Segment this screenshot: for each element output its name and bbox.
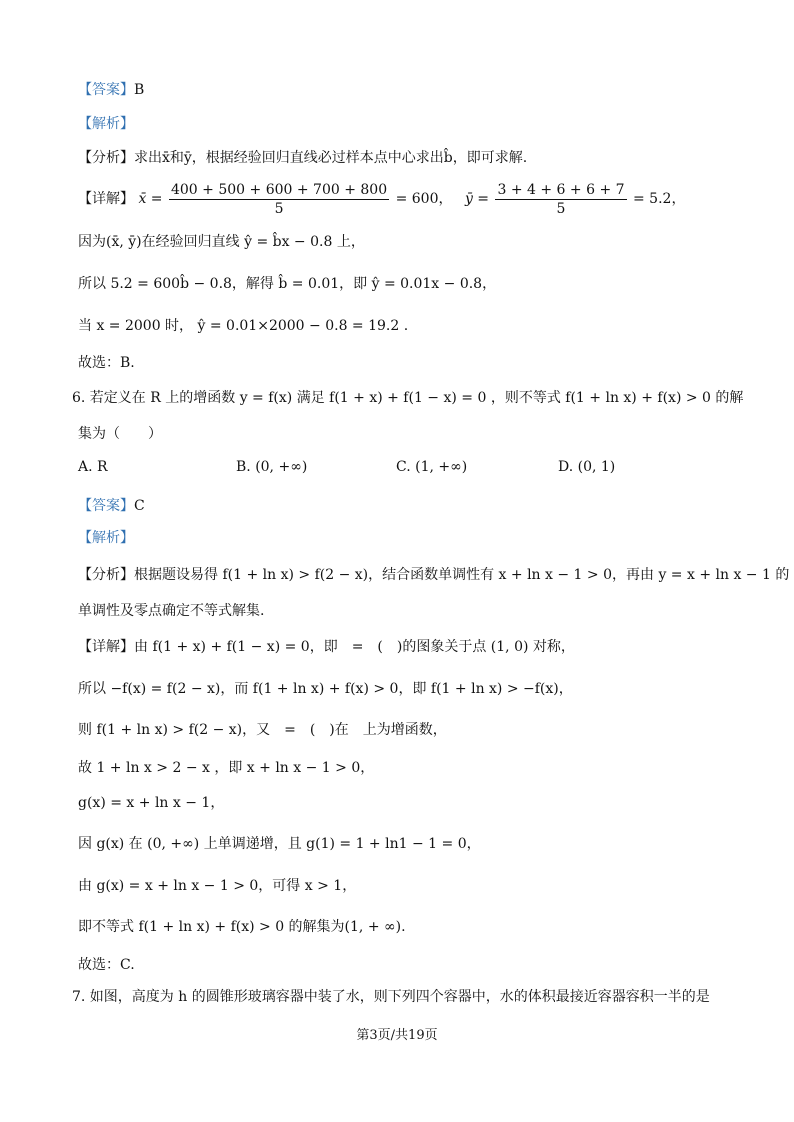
analysis-heading <box>78 114 134 134</box>
detail-line-3: 因为(x̄, ȳ)在经验回归直线 ŷ = b̂x − 0.8 上， <box>78 234 365 250</box>
analysis-tag: 【解析】 <box>78 116 134 132</box>
fenxi-line <box>78 148 527 168</box>
xbar-fraction <box>169 181 389 218</box>
page-footer: 第3页/共19页 <box>356 1028 438 1043</box>
q7-stem: 7. 如图，高度为 h 的圆锥形玻璃容器中装了水，则下列四个容器中，水的体积最接近容器容积一半的是 <box>72 989 710 1005</box>
q6-fenxi-line-2: 单调性及零点确定不等式解集. <box>78 603 265 619</box>
q6-answer-value: C <box>134 498 145 514</box>
q6-detail-line-1 <box>78 637 575 657</box>
q6-stem-line-2: 集为（ ） <box>78 426 162 442</box>
q6-fenxi-text-1: 根据题设易得 f(1 + ln x) > f(2 − x)，结合函数单调性有 x + ln x − 1 > 0，再由 y = x + ln x − 1 的 <box>134 567 790 583</box>
q6-detail-line-3: 则 f(1 + ln x) > f(2 − x)，又 = ( )在 上为增函数， <box>78 722 447 738</box>
q6-fenxi-tag: 【分析】 <box>78 567 134 583</box>
q6-detail-line-7: 由 g(x) = x + ln x − 1 > 0，可得 x > 1， <box>78 878 357 894</box>
q6-detail-line-5: g(x) = x + ln x − 1， <box>78 795 225 811</box>
q6-option-a: A. R <box>78 459 108 475</box>
xbar-numerator: 400 + 500 + 600 + 700 + 800 <box>170 181 388 198</box>
fenxi-tag: 【分析】 <box>78 150 134 166</box>
ybar-fraction <box>495 181 626 218</box>
fenxi-text: 求出x̄和ȳ，根据经验回归直线必过样本点中心求出b̂，即可求解. <box>134 150 528 166</box>
ybar-label: ȳ = <box>464 191 490 207</box>
q6-option-d: D. (0, 1) <box>558 459 616 475</box>
detail-line-4: 所以 5.2 = 600b̂ − 0.8，解得 b̂ = 0.01，即 ŷ = 0.01x − 0.8， <box>78 276 497 292</box>
q6-detail-tag: 【详解】 <box>78 639 134 655</box>
xbar-label: x̄ = <box>138 191 163 207</box>
ybar-denominator: 5 <box>556 200 566 217</box>
q6-stem-line-1: 6. 若定义在 R 上的增函数 y = f(x) 满足 f(1 + x) + f(1 − x) = 0 ，则不等式 f(1 + ln x) + f(x) > 0 的解 <box>72 390 744 406</box>
q6-detail-line-2: 所以 −f(x) = f(2 − x)，而 f(1 + ln x) + f(x) > 0，即 f(1 + ln x) > −f(x)， <box>78 681 573 697</box>
q6-detail-line-4: 故 1 + ln x > 2 − x ，即 x + ln x − 1 > 0， <box>78 760 375 776</box>
answer-value: B <box>134 82 145 98</box>
q6-option-b: B. (0, +∞) <box>236 459 308 475</box>
detail-line-6: 故选：B. <box>78 355 135 371</box>
ybar-value: = 5.2， <box>633 191 686 207</box>
q6-answer-line <box>78 496 145 516</box>
detail-formula-line <box>78 180 685 218</box>
q6-detail-line-8: 即不等式 f(1 + ln x) + f(x) > 0 的解集为(1, + ∞). <box>78 919 406 935</box>
q6-option-c: C. (1, +∞) <box>396 459 468 475</box>
q6-detail-line-9: 故选：C. <box>78 957 135 973</box>
detail-line-5: 当 x = 2000 时， ŷ = 0.01×2000 − 0.8 = 19.2 . <box>78 318 409 334</box>
xbar-value: = 600， <box>395 191 453 207</box>
ybar-numerator: 3 + 4 + 6 + 6 + 7 <box>497 181 625 198</box>
q6-answer-tag: 【答案】 <box>78 498 134 514</box>
q6-analysis-tag: 【解析】 <box>78 530 134 546</box>
q6-detail-line-6: 因 g(x) 在 (0, +∞) 上单调递增，且 g(1) = 1 + ln1 − 1 = 0， <box>78 836 481 852</box>
xbar-denominator: 5 <box>274 200 284 217</box>
answer-line <box>78 80 144 100</box>
q6-analysis-heading <box>78 528 134 548</box>
detail-tag: 【详解】 <box>78 191 134 207</box>
q6-detail-text-1: 由 f(1 + x) + f(1 − x) = 0，即 = ( )的图象关于点 (1, 0) 对称， <box>134 639 575 655</box>
answer-tag: 【答案】 <box>78 82 134 98</box>
q6-fenxi-line-1 <box>78 565 789 585</box>
